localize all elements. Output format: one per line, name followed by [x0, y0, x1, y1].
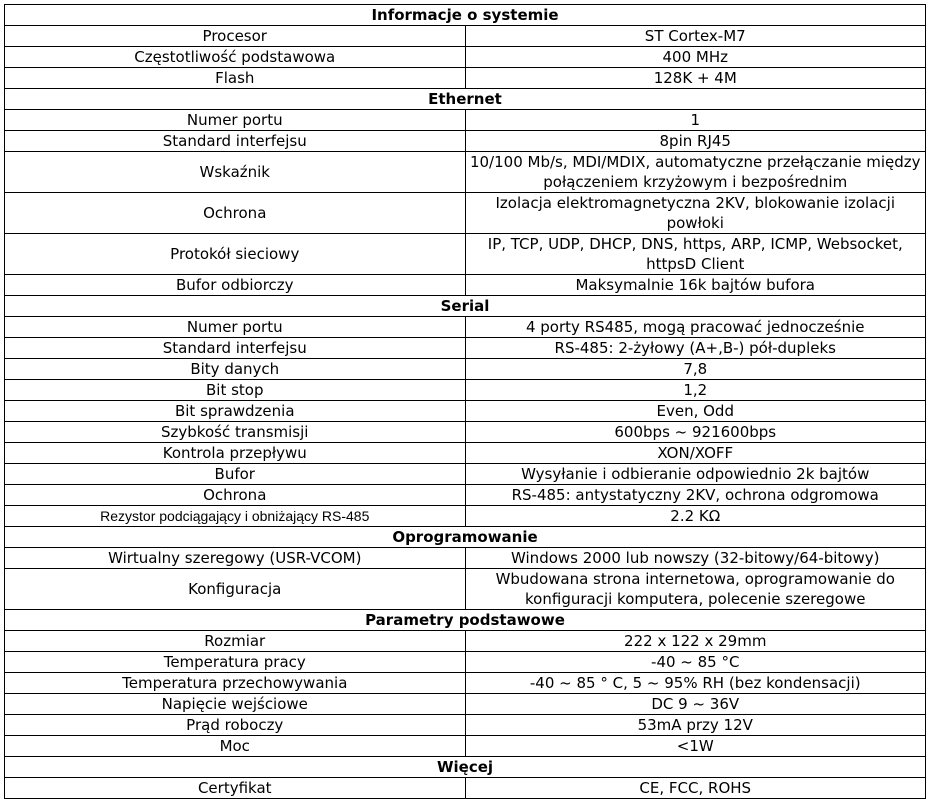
section-header-row: [5, 610, 926, 631]
spec-value: 53mA przy 12V: [465, 715, 926, 736]
spec-row: [5, 631, 926, 652]
spec-label: Kontrola przepływu: [5, 443, 466, 464]
section-title: Ethernet: [5, 89, 926, 110]
spec-row: [5, 548, 926, 569]
spec-label: Standard interfejsu: [5, 338, 466, 359]
spec-value: -40 ~ 85 ° C, 5 ~ 95% RH (bez kondensacji): [465, 673, 926, 694]
spec-label: Rezystor podciągający i obniżający RS-485: [5, 506, 466, 527]
spec-label: Standard interfejsu: [5, 131, 466, 152]
spec-row: [5, 338, 926, 359]
spec-value: Wbudowana strona internetowa, oprogramowanie do konfiguracji komputera, polecenie szeregowe: [465, 569, 926, 610]
specification-table: [4, 4, 926, 799]
spec-row: [5, 47, 926, 68]
section-header-row: [5, 89, 926, 110]
spec-value: -40 ~ 85 °C: [465, 652, 926, 673]
spec-row: [5, 464, 926, 485]
spec-value: ST Cortex-M7: [465, 26, 926, 47]
spec-value: XON/XOFF: [465, 443, 926, 464]
spec-row: [5, 506, 926, 527]
spec-value: Izolacja elektromagnetyczna 2KV, blokowanie izolacji powłoki: [465, 193, 926, 234]
spec-row: [5, 359, 926, 380]
spec-label: Częstotliwość podstawowa: [5, 47, 466, 68]
section-title: Więcej: [5, 757, 926, 778]
spec-row: [5, 26, 926, 47]
spec-label: Bufor odbiorczy: [5, 275, 466, 296]
spec-label: Bity danych: [5, 359, 466, 380]
spec-value: 10/100 Mb/s, MDI/MDIX, automatyczne przełączanie między połączeniem krzyżowym i bezpośrednim: [465, 152, 926, 193]
spec-row: [5, 193, 926, 234]
spec-label: Konfiguracja: [5, 569, 466, 610]
spec-row: [5, 443, 926, 464]
spec-row: [5, 317, 926, 338]
spec-label: Temperatura pracy: [5, 652, 466, 673]
spec-value: Even, Odd: [465, 401, 926, 422]
spec-value: 600bps ~ 921600bps: [465, 422, 926, 443]
spec-label: Prąd roboczy: [5, 715, 466, 736]
spec-label: Szybkość transmisji: [5, 422, 466, 443]
section-header-row: [5, 527, 926, 548]
spec-value: Maksymalnie 16k bajtów bufora: [465, 275, 926, 296]
spec-value: 1: [465, 110, 926, 131]
section-title: Parametry podstawowe: [5, 610, 926, 631]
spec-row: [5, 422, 926, 443]
spec-value: 128K + 4M: [465, 68, 926, 89]
section-header-row: [5, 296, 926, 317]
section-title: Informacje o systemie: [5, 5, 926, 26]
spec-label: Bit stop: [5, 380, 466, 401]
section-title: Serial: [5, 296, 926, 317]
spec-row: [5, 152, 926, 193]
spec-value: 400 MHz: [465, 47, 926, 68]
spec-value: Wysyłanie i odbieranie odpowiednio 2k bajtów: [465, 464, 926, 485]
spec-label: Flash: [5, 68, 466, 89]
spec-row: [5, 652, 926, 673]
section-title: Oprogramowanie: [5, 527, 926, 548]
spec-row: [5, 736, 926, 757]
spec-row: [5, 131, 926, 152]
spec-row: [5, 401, 926, 422]
spec-row: [5, 68, 926, 89]
spec-value: <1W: [465, 736, 926, 757]
spec-label: Bufor: [5, 464, 466, 485]
spec-value: RS-485: 2-żyłowy (A+,B-) pół-dupleks: [465, 338, 926, 359]
spec-value: CE, FCC, ROHS: [465, 778, 926, 799]
spec-value: Windows 2000 lub nowszy (32-bitowy/64-bitowy): [465, 548, 926, 569]
spec-value: 1,2: [465, 380, 926, 401]
spec-label: Numer portu: [5, 110, 466, 131]
spec-label: Moc: [5, 736, 466, 757]
section-header-row: [5, 5, 926, 26]
spec-value: 2.2 KΩ: [465, 506, 926, 527]
spec-row: [5, 715, 926, 736]
spec-label: Certyfikat: [5, 778, 466, 799]
spec-row: [5, 275, 926, 296]
spec-label: Protokół sieciowy: [5, 234, 466, 275]
spec-label: Wirtualny szeregowy (USR-VCOM): [5, 548, 466, 569]
spec-row: [5, 569, 926, 610]
spec-label: Napięcie wejściowe: [5, 694, 466, 715]
spec-value: 222 x 122 x 29mm: [465, 631, 926, 652]
spec-row: [5, 778, 926, 799]
spec-value: 8pin RJ45: [465, 131, 926, 152]
spec-row: [5, 110, 926, 131]
spec-label: Ochrona: [5, 485, 466, 506]
spec-value: RS-485: antystatyczny 2KV, ochrona odgromowa: [465, 485, 926, 506]
spec-label: Numer portu: [5, 317, 466, 338]
spec-label: Bit sprawdzenia: [5, 401, 466, 422]
spec-value: 4 porty RS485, mogą pracować jednocześnie: [465, 317, 926, 338]
spec-label: Procesor: [5, 26, 466, 47]
spec-row: [5, 694, 926, 715]
spec-value: IP, TCP, UDP, DHCP, DNS, https, ARP, ICMP, Websocket, httpsD Client: [465, 234, 926, 275]
spec-value: 7,8: [465, 359, 926, 380]
section-header-row: [5, 757, 926, 778]
spec-label: Rozmiar: [5, 631, 466, 652]
spec-label: Temperatura przechowywania: [5, 673, 466, 694]
spec-label: Ochrona: [5, 193, 466, 234]
spec-row: [5, 380, 926, 401]
spec-row: [5, 673, 926, 694]
spec-value: DC 9 ~ 36V: [465, 694, 926, 715]
spec-row: [5, 234, 926, 275]
spec-label: Wskaźnik: [5, 152, 466, 193]
spec-row: [5, 485, 926, 506]
